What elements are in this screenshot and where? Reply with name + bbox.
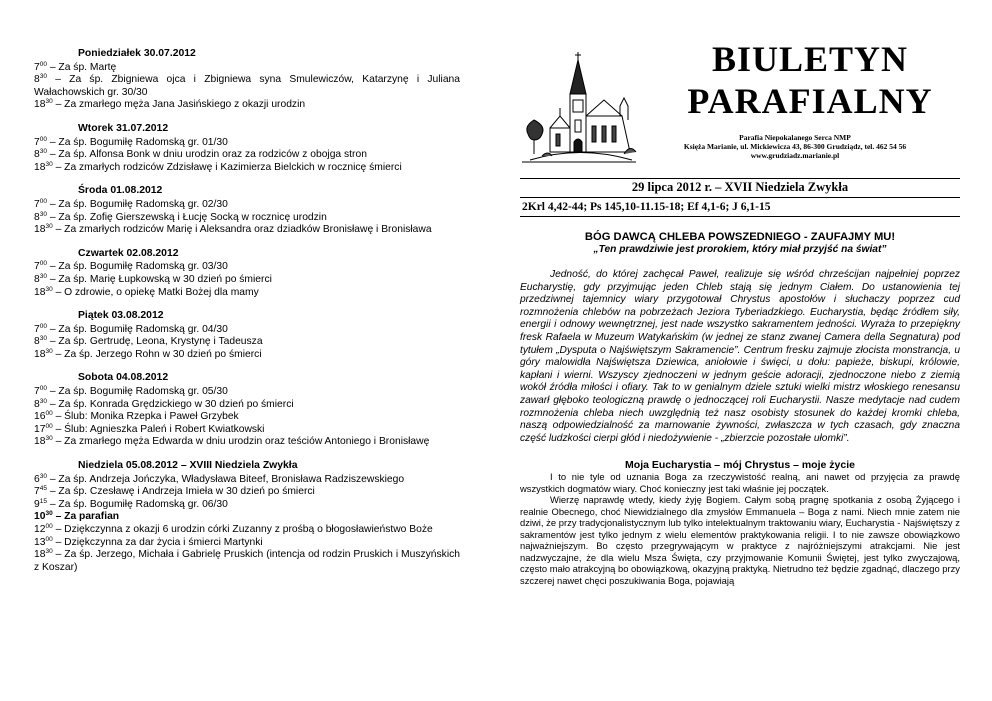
schedule-day — [34, 248, 460, 299]
intention-text: – Za śp. Bogumiłę Radomską gr. 02/30 — [46, 198, 228, 210]
intention-text: – Za zmarłego męża Jana Jasińskiego z okazji urodzin — [52, 99, 306, 111]
parish-info — [630, 133, 960, 161]
mass-hour: 6 — [34, 473, 40, 485]
mass-intention — [34, 336, 460, 349]
mass-minute: 00 — [39, 322, 47, 330]
intention-text: – Za śp. Andrzeja Jończyka, Władysława Biteef, Bronisława Radziszewskiego — [46, 473, 405, 485]
mass-hour: 7 — [34, 198, 40, 210]
intention-text: – O zdrowie, o opiekę Matki Bożej dla mamy — [52, 286, 259, 298]
mass-hour: 18 — [34, 161, 46, 173]
mass-minute: 00 — [39, 197, 47, 205]
day-heading: Niedziela 05.08.2012 – XVIII Niedziela Zwykła — [78, 460, 298, 472]
mass-hour: 9 — [34, 498, 40, 510]
intention-text: – Za śp. Martę — [46, 61, 117, 73]
mass-minute: 30 — [45, 98, 53, 106]
intention-text: – Za śp. Zofię Gierszewską i Łucję Socką w rocznicę urodzin — [46, 211, 327, 223]
mass-minute: 30 — [39, 272, 47, 280]
mass-intention — [34, 137, 460, 150]
mass-minute: 00 — [45, 523, 53, 530]
schedule-day — [34, 185, 460, 236]
mass-hour: 8 — [34, 336, 40, 348]
intention-text: – Za śp. Gertrudę, Leona, Krystynę i Tadeusza — [46, 336, 263, 348]
mass-minute: 00 — [39, 60, 47, 68]
mass-minute: 30 — [45, 160, 53, 168]
intention-text: – Za śp. Jerzego, Michała i Gabrielę Pruskich (intencja od rodzin Pruskich i Muszyńskich z Koszar) — [34, 549, 460, 573]
intention-text: – Za zmarłego męża Edwarda w dniu urodzin oraz teściów Antoniego i Bronisławę — [52, 436, 430, 448]
mass-minute: 30 — [45, 285, 53, 293]
church-illustration-icon — [520, 50, 638, 168]
mass-intention — [34, 399, 460, 412]
intention-text: – Za śp. Zbigniewa ojca i Zbigniewa syna Smulewiczów, Katarzynę i Juliana Wałachowskich gr. 30/30 — [34, 74, 460, 98]
intention-text: – Za śp. Bogumiłę Radomską gr. 05/30 — [46, 386, 228, 398]
bulletin-title — [660, 38, 960, 122]
schedule-day — [34, 48, 460, 112]
mass-hour: 8 — [34, 211, 40, 223]
article-headline: BÓG DAWCĄ CHLEBA POWSZEDNIEGO - ZAUFAJMY MU! — [584, 231, 896, 243]
body-paragraph: Wierzę naprawdę wtedy, kiedy żyję Bogiem. Całym sobą pragnę spotkania z osobą Żyjącego i realnie Obecnego, choć Niewidzialnego dla zmysłów Emmanuela – Boga z nami. Niech mnie zatem nie dziwi, że przy tradycjonalistycznym lub tylko intelektualnym traktowaniu wiary, Eucharystia - Najświętszy z sakramentów jest tylko jednym z wielu elementów praktykowania religii. I to nie zawsze obowiązkowo najważniejszym. Bo często przegrywającym w praktyce z najróżniejszymi atrakcjami. Nie jest nadzwyczajne, że dla wielu Msza Święta, czy przyjmowanie Komunii Świętej, jest tylko zwyczajową, często mało atrakcyjną bo obowiązkową, okazyjną praktyką. Nietrudno też będzie zgadnąć, dlaczego przy szczerej nawet chęci poszukiwania Boga, pojawiają — [520, 494, 960, 586]
day-heading: Piątek 03.08.2012 — [78, 310, 164, 322]
title-line-1: BIULETYN — [711, 39, 909, 79]
mass-intention — [34, 511, 460, 524]
body-paragraph: I to nie tyle od uznania Boga za rzeczywistość realną, ani nawet od przyjęcia za prawdę wszystkich dogmatów wiary. Choć konieczny jest taki właśnie jej początek. — [520, 471, 960, 494]
mass-intention — [34, 524, 460, 537]
mass-hour: 8 — [34, 398, 40, 410]
mass-intention — [34, 149, 460, 162]
intention-text: – Za śp. Jerzego Rohn w 30 dzień po śmierci — [52, 348, 262, 360]
mass-intention — [34, 224, 460, 237]
mass-intention — [34, 537, 460, 550]
intention-text: – Dziękczynna z okazji 6 urodzin córki Zuzanny z prośbą o błogosławieństwo Boże — [52, 524, 433, 535]
intention-text: – Za zmarłych rodziców Marię i Aleksandra oraz dziadków Bronisławę i Bronisława — [52, 224, 432, 236]
mass-intention — [34, 324, 460, 337]
mass-hour: 18 — [34, 224, 46, 236]
schedule-day — [34, 372, 460, 449]
section-title: Moja Eucharystia – mój Chrystus – moje życie — [625, 459, 855, 472]
mass-intention — [34, 74, 460, 99]
intention-text: – Za śp. Konrada Grędzickiego w 30 dzień po śmierci — [46, 398, 294, 410]
mass-hour: 16 — [34, 411, 46, 423]
mass-minute: 30 — [39, 335, 47, 343]
mass-minute: 00 — [39, 385, 47, 393]
mass-minute: 45 — [39, 485, 47, 493]
mass-minute: 00 — [45, 535, 53, 543]
mass-hour: 18 — [34, 436, 46, 448]
mass-hour: 8 — [34, 273, 40, 285]
intention-text: – Za śp. Bogumiłę Radomską gr. 06/30 — [46, 498, 228, 510]
day-heading: Wtorek 31.07.2012 — [78, 122, 169, 134]
mass-minute: 30 — [45, 510, 53, 518]
parish-website: www.grudziadz.marianie.pl — [750, 151, 840, 161]
mass-hour: 10 — [34, 511, 46, 523]
article-intro: Jedność, do której zachęcał Paweł, realizuje się wśród chrześcijan najpełniej poprzez Eucharystię, gdy przyjmując jeden Chleb stają się jednym Ciałem. Do ustanowienia tej przedziwnej tajemnicy wiary przygotował Chrystus apostołów i słuchaczy poprzez cud rozmnożenia chlebów na pobrzeżach Jeziora Tyberiadzkiego. Eucharystia, będąc źródłem siły, energii i odnowy wewnętrznej, jest nade wszystko sakramentem jedności. Wyraża to przepiękny fresk Rafaela w Muzeum Watykańskim (w jednej ze stanz zwanej Camera della Segnatura) pod tytułem „Dysputa o Najświętszym Sakramencie”. Centrum fresku zajmuje złocista monstrancja, u góry malowidła Najświętsza Dziewica, aniołowie i święci, u dołu: papieże, biskupi, królowie, kapłani i wierni. Wszyscy zjednoczeni w jednym geście adoracji, zjednoczone niebo z ziemią wokół źródła miłości i ofiary. Tak to w genialnym dziele sztuki wielki mistrz włoskiego renesansu zawarł głęboko teologiczną prawdę o jednoczącej roli Eucharystii. Nasze medytacje nad cudem rozmnożenia chleba niech uwzględnią też nasz osobisty stosunek do każdej kromki chleba, naszą odpowiedzialność za marnowanie żywności, zwłaszcza w tych czasach, gdy znaczna część ludzkości cierpi głód i niedożywienie - „zbierzcie pozostałe ułomki”. — [520, 269, 960, 444]
title-line-2: PARAFIALNY — [687, 81, 933, 121]
mass-hour: 7 — [34, 136, 40, 148]
mass-intention — [34, 199, 460, 212]
mass-intention — [34, 474, 460, 487]
mass-hour: 7 — [34, 486, 40, 498]
parish-address: Księża Marianie, ul. Mickiewicza 43, 86-300 Grudziądz, tel. 462 54 56 — [683, 142, 907, 152]
mass-hour: 17 — [34, 423, 46, 435]
intention-text: – Za śp. Marię Łupkowską w 30 dzień po śmierci — [46, 273, 272, 285]
mass-intention — [34, 261, 460, 274]
intention-text: – Za śp. Bogumiłę Radomską gr. 04/30 — [46, 323, 228, 335]
mass-hour: 8 — [34, 149, 40, 161]
intention-text: – Dziękczynna za dar życia i śmierci Martynki — [52, 536, 263, 548]
intention-text: – Za śp. Bogumiłę Radomską gr. 01/30 — [46, 136, 228, 148]
day-heading: Środa 01.08.2012 — [78, 185, 163, 197]
mass-minute: 00 — [45, 410, 53, 418]
mass-intention — [34, 386, 460, 399]
mass-intention — [34, 162, 460, 175]
mass-intention — [34, 274, 460, 287]
mass-minute: 30 — [39, 472, 47, 480]
mass-hour: 12 — [34, 524, 46, 535]
mass-minute: 30 — [45, 347, 53, 355]
mass-hour: 7 — [34, 386, 40, 398]
mass-hour: 7 — [34, 261, 40, 273]
mass-hour: 13 — [34, 536, 46, 548]
mass-minute: 30 — [45, 548, 53, 556]
mass-minute: 30 — [45, 223, 53, 231]
intention-text: – Za śp. Czesławę i Andrzeja Imieła w 30 dzień po śmierci — [46, 486, 315, 498]
readings: 2Krl 4,42-44; Ps 145,10-11.15-18; Ef 4,1-6; J 6,1-15 — [520, 198, 960, 217]
mass-minute: 00 — [45, 422, 53, 430]
mass-intention — [34, 436, 460, 449]
mass-hour: 18 — [34, 99, 46, 111]
intention-text: – Za parafian — [52, 511, 120, 523]
bulletin-front — [520, 30, 960, 586]
mass-minute: 00 — [39, 260, 47, 268]
mass-minute: 30 — [39, 210, 47, 218]
mass-minute: 30 — [39, 148, 47, 156]
mass-minute: 00 — [39, 135, 47, 143]
mass-minute: 30 — [45, 435, 53, 443]
schedule-day — [34, 310, 460, 361]
issue-date: 29 lipca 2012 r. – XVII Niedziela Zwykła — [520, 178, 960, 198]
mass-intention — [34, 411, 460, 424]
mass-intention — [34, 349, 460, 362]
mass-hour: 18 — [34, 348, 46, 360]
parish-name: Parafia Niepokalanego Serca NMP — [739, 133, 851, 142]
day-heading: Poniedziałek 30.07.2012 — [78, 48, 196, 59]
article-subheadline: „Ten prawdziwie jest prorokiem, który miał przyjść na świat” — [593, 244, 887, 255]
day-heading: Sobota 04.08.2012 — [78, 372, 169, 384]
mass-hour: 18 — [34, 286, 46, 298]
mass-intention — [34, 486, 460, 499]
intention-text: – Ślub: Agnieszka Paleń i Robert Kwiatkowski — [52, 423, 265, 435]
mass-minute: 30 — [39, 73, 47, 81]
intention-text: – Za śp. Alfonsa Bonk w dniu urodzin oraz za rodziców z obojga stron — [46, 149, 367, 161]
mass-intention — [34, 287, 460, 300]
mass-intention — [34, 99, 460, 112]
masthead — [520, 30, 960, 178]
mass-intention — [34, 549, 460, 574]
mass-hour: 7 — [34, 323, 40, 335]
schedule-day — [34, 123, 460, 174]
mass-intention — [34, 424, 460, 437]
mass-intention — [34, 212, 460, 225]
mass-hour: 18 — [34, 549, 46, 561]
mass-intention — [34, 62, 460, 75]
article-body — [520, 471, 960, 586]
mass-hour: 8 — [34, 74, 40, 86]
intention-text: – Za zmarłych rodziców Zdzisławę i Kazimierza Bielckich w rocznicę śmierci — [52, 161, 402, 173]
day-heading: Czwartek 02.08.2012 — [78, 247, 179, 259]
schedule-day — [34, 460, 460, 574]
mass-intention — [34, 499, 460, 512]
mass-minute: 30 — [39, 397, 47, 405]
intention-text: – Ślub: Monika Rzepka i Paweł Grzybek — [52, 411, 239, 423]
intention-text: – Za śp. Bogumiłę Radomską gr. 03/30 — [46, 261, 228, 273]
mass-schedule — [34, 48, 460, 585]
mass-hour: 7 — [34, 61, 40, 73]
mass-minute: 15 — [39, 497, 47, 505]
